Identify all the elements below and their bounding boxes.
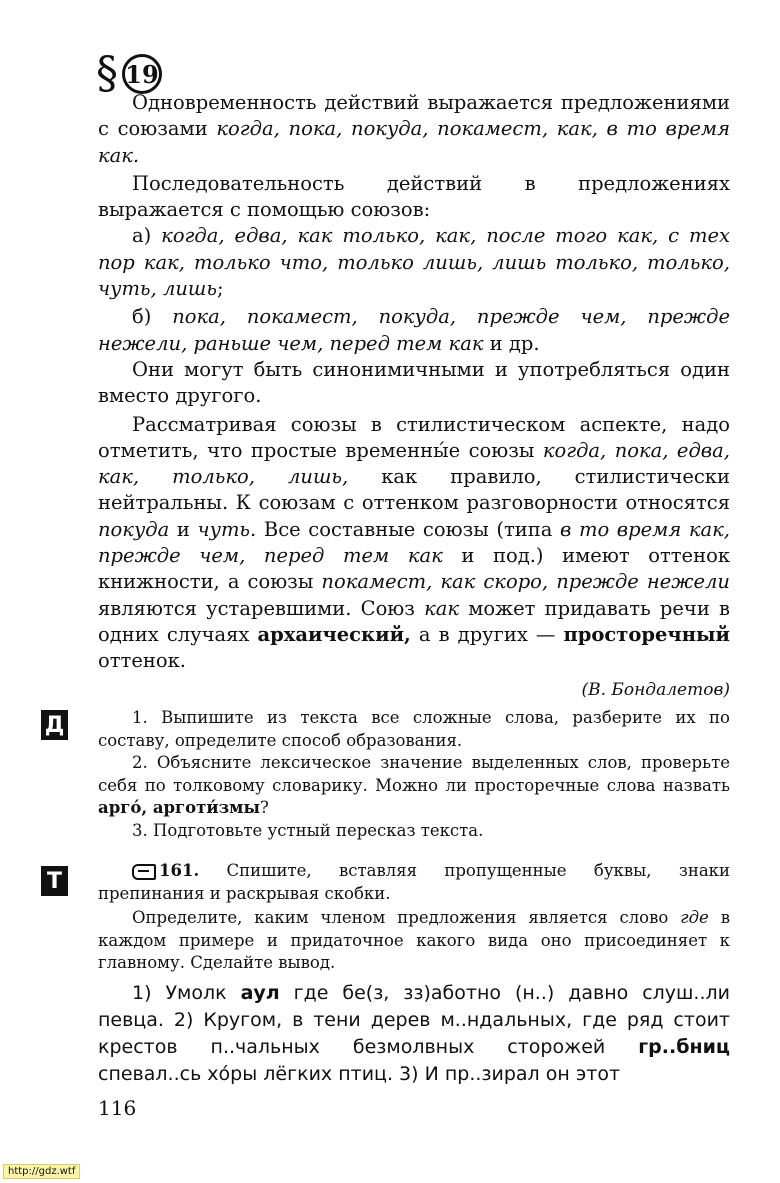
- pencil-icon: [132, 864, 156, 880]
- exercise-instruction-2: Определите, каким членом предложения является слово где в каждом примере и придаточное какого вида оно присоединяет к главному. Сделайте вывод.: [98, 908, 730, 973]
- paragraph-3: Они могут быть синонимичными и употребляться один вместо другого.: [98, 357, 730, 408]
- exercise-text-paragraph: 1) Умолк аул где бе(з, зз)аботно (н..) давно слуш..ли певца. 2) Кругом, в тени дерев м..ндальных, где ряд стоит крестов п..чальных безмолвных сторожей гр..бниц спевал..сь хо́ры лёгких птиц. 3) И пр..зирал он этот: [98, 982, 730, 1085]
- task-3: 3. Подготовьте устный пересказ текста.: [132, 820, 484, 840]
- exercise-instruction-1: 161. Спишите, вставляя пропущенные буквы, знаки препинания и раскрывая скобки.: [98, 861, 730, 903]
- exercise-marker-icon: Т: [41, 866, 68, 896]
- conjunction-list: [98, 223, 730, 356]
- list-item-b: б) пока, покамест, покуда, прежде чем, прежде нежели, раньше чем, перед тем как и др.: [98, 305, 730, 355]
- author-citation: (В. Бондалетов): [581, 679, 730, 700]
- task-list: [98, 707, 730, 843]
- section-sign: §: [96, 48, 118, 99]
- main-text: [98, 90, 730, 703]
- watermark-link[interactable]: http://gdz.wtf: [3, 1164, 80, 1179]
- section-number: 19: [122, 54, 162, 94]
- exercise-text: [98, 980, 730, 1088]
- paragraph-4: Рассматривая союзы в стилистическом аспекте, надо отметить, что простые временны́е союзы когда, пока, едва, как, только, лишь, как правило, стилистически нейтральны. К союзам с оттенком разговорности относятся покуда и чуть. Все составные союзы (типа в то время как, прежде чем, перед тем как и под.) имеют оттенок книжности, а союзы покамест, как скоро, прежде нежели являются устаревшими. Союз как может придавать речи в одних случаях архаический, а в других — просторечный оттенок.: [98, 412, 731, 673]
- exercise-instructions: [98, 860, 730, 975]
- list-item-a: а) когда, едва, как только, как, после того как, с тех пор как, только что, только лишь, лишь только, только, чуть, лишь;: [98, 224, 730, 301]
- task-1: 1. Выпишите из текста все сложные слова, разберите их по составу, определите способ образования.: [98, 708, 730, 750]
- task-marker-icon: Д: [41, 710, 68, 740]
- paragraph-1: Одновременность действий выражается предложениями с союзами когда, пока, покуда, покамест, как, в то время как.: [98, 91, 730, 167]
- page-number: 116: [98, 1096, 137, 1120]
- task-2: 2. Объясните лексическое значение выделенных слов, проверьте себя по толковому словарику. Можно ли просторечные слова назвать арго́, арготи́змы?: [98, 753, 730, 818]
- paragraph-2: Последовательность действий в предложениях выражается с помощью союзов:: [98, 171, 730, 222]
